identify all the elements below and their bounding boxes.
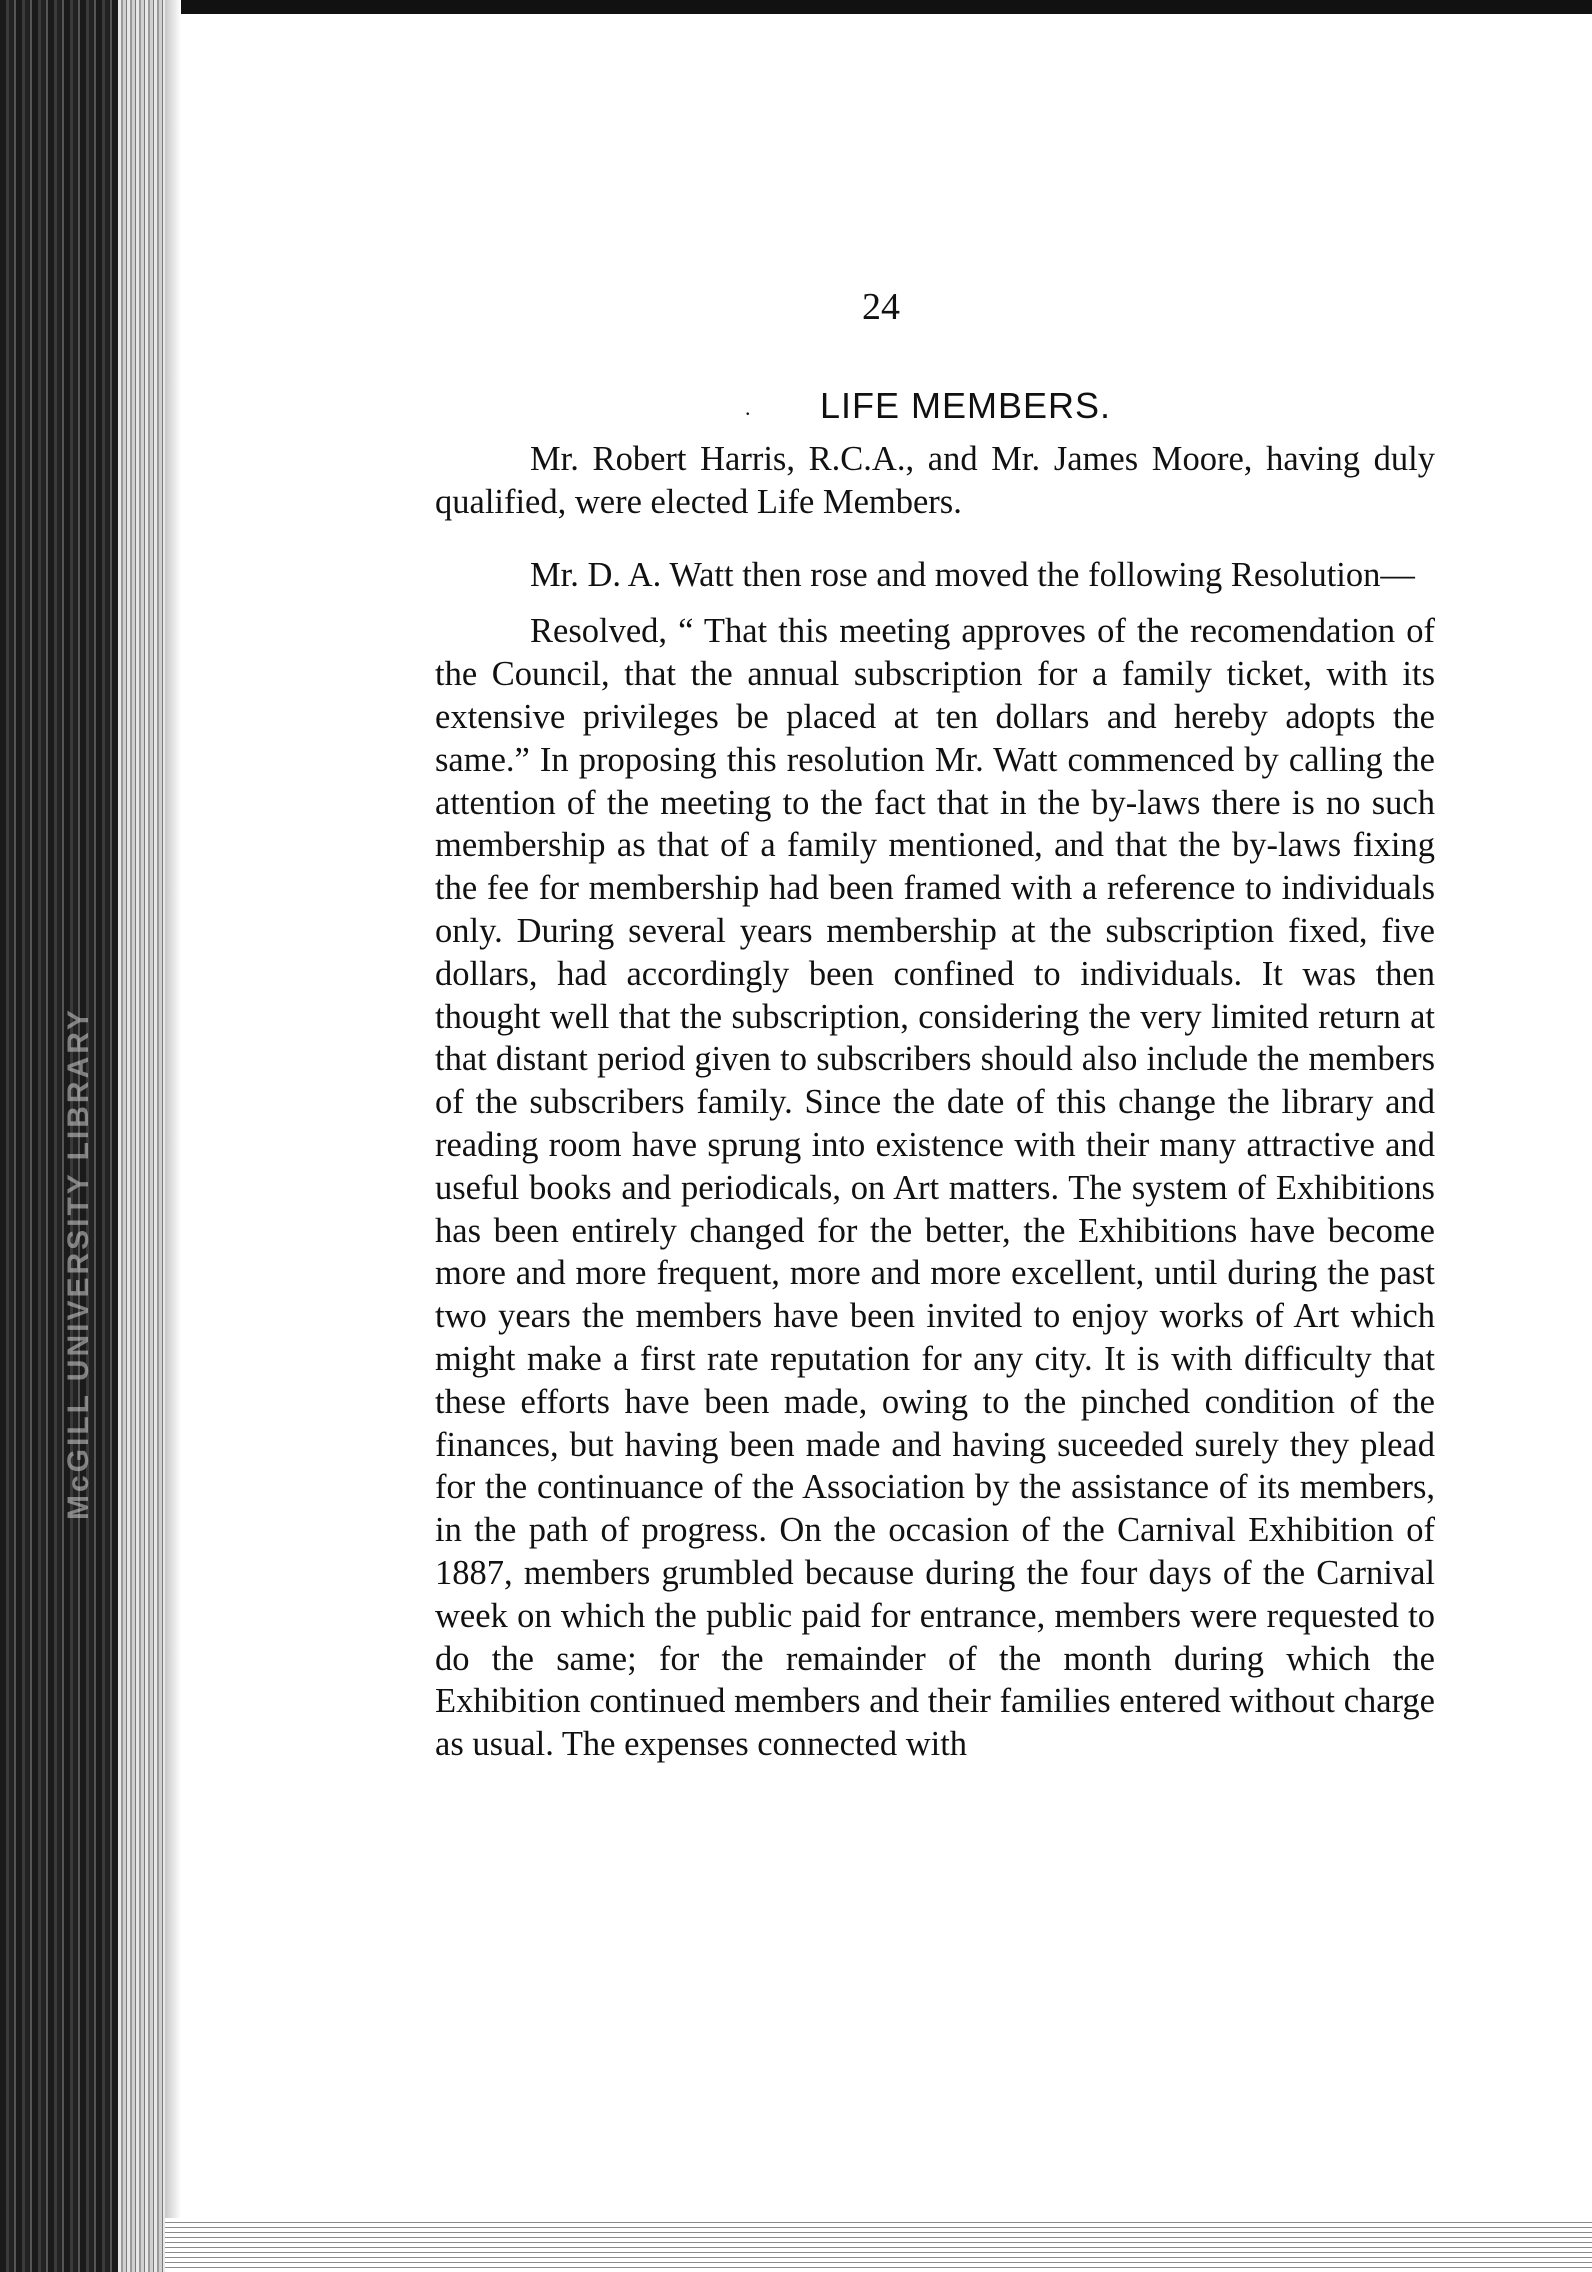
document-body <box>435 438 1435 1766</box>
section-title: LIFE MEMBERS. <box>820 385 1112 426</box>
scan-top-border <box>0 0 1592 14</box>
library-stamp: McGILL UNIVERSITY LIBRARY <box>62 1007 95 1520</box>
stray-mark: . <box>745 395 751 420</box>
paragraph-motion: Mr. D. A. Watt then rose and moved the following Resolution— <box>530 555 1415 594</box>
gutter-shadow <box>165 0 181 2272</box>
book-bottom-edge <box>165 2218 1592 2272</box>
page-number: 24 <box>862 286 900 328</box>
book-page-stack <box>118 0 168 2272</box>
paragraph-resolution: Resolved, “ That this meeting approves of the recomendation of the Council, that the annual subscription for a family ticket, with its extensive privileges be placed at ten dollars and hereby adopts the same.” In proposing this resolution Mr. Watt commenced by calling the attention of the meeting to the fact that in the by-laws there is no such membership as that of a family mentioned, and that the by-laws fixing the fee for membership had been framed with a reference to individuals only. During several years membership at the subscription fixed, five dollars, had accordingly been confined to individuals. It was then thought well that the subscription, considering the very limited return at that distant period given to subscribers should also include the members of the subscribers family. Since the date of this change the library and reading room have sprung into existence with their many attractive and useful books and periodicals, on Art matters. The system of Exhibitions has been entirely changed for the better, the Exhibitions have become more and more frequent, more and more excellent, until during the past two years the members have been invited to enjoy works of Art which might make a first rate reputation for any city. It is with difficulty that these efforts have been made, owing to the pinched condition of the finances, but having been made and having suceeded surely they plead for the continuance of the Association by the assistance of its members, in the path of progress. On the occasion of the Carnival Exhibition of 1887, members grumbled because during the four days of the Carnival week on which the public paid for entrance, members were requested to do the same; for the remainder of the month during which the Exhibition continued members and their families entered without charge as usual. The expenses connected with <box>435 612 1435 1764</box>
paragraph-life-members: Mr. Robert Harris, R.C.A., and Mr. James Moore, having duly qualified, were elected Life Members. <box>435 440 1435 521</box>
